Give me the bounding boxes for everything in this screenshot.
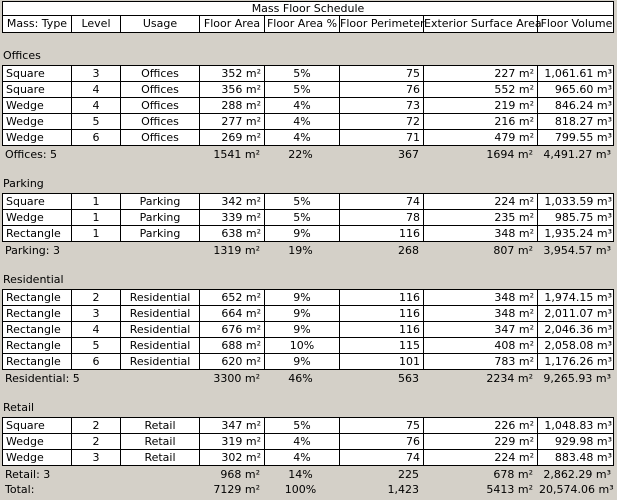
table-cell[interactable]: 75: [339, 66, 423, 81]
summary-cell: 46%: [288, 372, 313, 385]
table-cell[interactable]: 9%: [264, 354, 339, 369]
table-cell[interactable]: 342 m²: [199, 194, 264, 209]
summary-cell: 1694 m²: [486, 148, 533, 161]
group-summary-row: [2, 371, 614, 386]
table-cell[interactable]: 5%: [264, 210, 339, 225]
summary-cell: 563: [398, 372, 419, 385]
summary-cell: 268: [398, 244, 419, 257]
table-row[interactable]: [3, 353, 613, 369]
summary-cell: 2234 m²: [486, 372, 533, 385]
group-table: [2, 65, 614, 146]
table-cell[interactable]: 846.24 m³: [537, 98, 615, 113]
table-row[interactable]: [3, 337, 613, 353]
table-cell[interactable]: 9%: [264, 306, 339, 321]
summary-cell: [119, 243, 198, 258]
column-header-mass-type[interactable]: Mass: Type: [6, 17, 68, 30]
table-cell[interactable]: 1: [71, 210, 120, 225]
table-cell[interactable]: 4%: [264, 98, 339, 113]
table-cell[interactable]: 620 m²: [199, 354, 264, 369]
table-cell[interactable]: 235 m²: [423, 210, 537, 225]
table-cell[interactable]: Square: [6, 195, 45, 208]
column-header-floor-area-percent[interactable]: Floor Area %: [264, 16, 339, 32]
table-cell[interactable]: 269 m²: [199, 130, 264, 145]
table-cell[interactable]: 3: [71, 306, 120, 321]
summary-cell: 1541 m²: [213, 148, 260, 161]
group-summary-row: [2, 243, 614, 258]
table-cell[interactable]: 9%: [264, 322, 339, 337]
table-cell[interactable]: 3: [71, 450, 120, 465]
table-cell[interactable]: Rectangle: [6, 227, 61, 240]
table-cell[interactable]: 4%: [264, 130, 339, 145]
total-row: [2, 482, 614, 497]
table-cell[interactable]: 1,176.26 m³: [537, 354, 615, 369]
table-cell[interactable]: 339 m²: [199, 210, 264, 225]
table-cell[interactable]: 229 m²: [423, 434, 537, 449]
table-cell[interactable]: 5%: [264, 194, 339, 209]
table-cell[interactable]: 652 m²: [199, 290, 264, 305]
table-cell[interactable]: Parking: [120, 226, 199, 241]
group-header: Retail: [3, 401, 35, 414]
summary-cell: [70, 147, 119, 162]
table-cell[interactable]: 1,033.59 m³: [537, 194, 615, 209]
table-cell[interactable]: 73: [339, 98, 423, 113]
table-cell[interactable]: 4: [71, 82, 120, 97]
table-cell[interactable]: Residential: [120, 290, 199, 305]
table-cell[interactable]: 72: [339, 114, 423, 129]
table-cell[interactable]: 2,046.36 m³: [537, 322, 615, 337]
table-cell[interactable]: Parking: [120, 194, 199, 209]
table-cell[interactable]: 75: [339, 418, 423, 433]
summary-cell: 367: [398, 148, 419, 161]
table-cell[interactable]: 676 m²: [199, 322, 264, 337]
table-cell[interactable]: 116: [339, 290, 423, 305]
table-row[interactable]: [3, 97, 613, 113]
table-cell[interactable]: 1,935.24 m³: [537, 226, 615, 241]
group-header: Offices: [3, 49, 41, 62]
table-cell[interactable]: Wedge: [6, 99, 44, 112]
table-cell[interactable]: Retail: [120, 434, 199, 449]
summary-cell: 14%: [288, 468, 313, 481]
table-cell[interactable]: Parking: [120, 210, 199, 225]
table-cell[interactable]: Rectangle: [6, 323, 61, 336]
table-cell[interactable]: 9%: [264, 290, 339, 305]
summary-cell: 1319 m²: [213, 244, 260, 257]
total-cell: [119, 482, 198, 497]
table-cell[interactable]: 356 m²: [199, 82, 264, 97]
table-cell[interactable]: Wedge: [6, 435, 44, 448]
table-cell[interactable]: 226 m²: [423, 418, 537, 433]
table-row[interactable]: [3, 66, 613, 81]
table-cell[interactable]: 479 m²: [423, 130, 537, 145]
summary-cell: [119, 147, 198, 162]
table-cell[interactable]: 302 m²: [199, 450, 264, 465]
table-cell[interactable]: Offices: [120, 98, 199, 113]
table-row[interactable]: [3, 290, 613, 305]
table-cell[interactable]: Square: [6, 67, 45, 80]
table-cell[interactable]: Wedge: [6, 451, 44, 464]
summary-cell: 678 m²: [493, 468, 533, 481]
group-table: [2, 289, 614, 370]
table-cell[interactable]: 5: [71, 114, 120, 129]
column-header-row: [2, 15, 614, 33]
table-row[interactable]: [3, 113, 613, 129]
summary-cell: [70, 371, 119, 386]
table-cell[interactable]: 227 m²: [423, 66, 537, 81]
summary-cell: 2,862.29 m³: [543, 468, 611, 481]
table-cell[interactable]: Offices: [120, 114, 199, 129]
table-cell[interactable]: 1,061.61 m³: [537, 66, 615, 81]
table-cell[interactable]: 883.48 m³: [537, 450, 615, 465]
table-cell[interactable]: Residential: [120, 306, 199, 321]
table-cell[interactable]: Square: [6, 419, 45, 432]
table-cell[interactable]: 688 m²: [199, 338, 264, 353]
table-cell[interactable]: Retail: [120, 418, 199, 433]
table-cell[interactable]: 10%: [264, 338, 339, 353]
table-cell[interactable]: Wedge: [6, 115, 44, 128]
table-cell[interactable]: 348 m²: [423, 290, 537, 305]
table-cell[interactable]: 224 m²: [423, 194, 537, 209]
table-cell[interactable]: 5%: [264, 82, 339, 97]
table-cell[interactable]: Rectangle: [6, 355, 61, 368]
summary-cell: 3300 m²: [213, 372, 260, 385]
table-cell[interactable]: Wedge: [6, 131, 44, 144]
table-cell[interactable]: 408 m²: [423, 338, 537, 353]
table-cell[interactable]: Retail: [120, 450, 199, 465]
total-cell: 5413 m²: [486, 483, 533, 496]
table-cell[interactable]: 348 m²: [423, 226, 537, 241]
table-cell[interactable]: 552 m²: [423, 82, 537, 97]
table-cell[interactable]: Wedge: [6, 211, 44, 224]
table-cell[interactable]: 2: [71, 418, 120, 433]
group-summary-row: [2, 467, 614, 482]
table-cell[interactable]: 1: [71, 226, 120, 241]
column-header-floor-area[interactable]: Floor Area: [199, 16, 264, 32]
table-cell[interactable]: 219 m²: [423, 98, 537, 113]
column-header-usage[interactable]: Usage: [120, 16, 199, 32]
column-header-floor-perimeter[interactable]: Floor Perimeter: [340, 17, 425, 30]
table-row[interactable]: [3, 305, 613, 321]
table-cell[interactable]: Rectangle: [6, 291, 61, 304]
table-row[interactable]: [3, 209, 613, 225]
summary-cell: Parking: 3: [5, 244, 60, 257]
table-cell[interactable]: 2: [71, 434, 120, 449]
summary-cell: 225: [398, 468, 419, 481]
table-cell[interactable]: 116: [339, 322, 423, 337]
table-cell[interactable]: Rectangle: [6, 339, 61, 352]
table-cell[interactable]: 965.60 m³: [537, 82, 615, 97]
summary-cell: 19%: [288, 244, 313, 257]
table-cell[interactable]: 1: [71, 194, 120, 209]
total-cell: 100%: [284, 483, 317, 496]
table-cell[interactable]: 4%: [264, 114, 339, 129]
summary-cell: [70, 467, 119, 482]
summary-cell: [70, 243, 119, 258]
table-cell[interactable]: 348 m²: [423, 306, 537, 321]
table-cell[interactable]: 2,011.07 m³: [537, 306, 615, 321]
table-cell[interactable]: 2,058.08 m³: [537, 338, 615, 353]
table-cell[interactable]: 5%: [264, 418, 339, 433]
summary-cell: 9,265.93 m³: [543, 372, 611, 385]
summary-cell: 3,954.57 m³: [543, 244, 611, 257]
table-row[interactable]: [3, 433, 613, 449]
table-cell[interactable]: Square: [6, 83, 45, 96]
summary-cell: Offices: 5: [5, 148, 58, 161]
summary-cell: Retail: 3: [5, 468, 51, 481]
summary-cell: 4,491.27 m³: [543, 148, 611, 161]
table-cell[interactable]: 101: [339, 354, 423, 369]
table-cell[interactable]: 74: [339, 450, 423, 465]
table-cell[interactable]: 319 m²: [199, 434, 264, 449]
table-cell[interactable]: 1,048.83 m³: [537, 418, 615, 433]
table-cell[interactable]: Residential: [120, 354, 199, 369]
table-cell[interactable]: 5%: [264, 66, 339, 81]
table-cell[interactable]: 216 m²: [423, 114, 537, 129]
summary-cell: 968 m²: [220, 468, 260, 481]
table-cell[interactable]: Rectangle: [6, 307, 61, 320]
table-cell[interactable]: Residential: [120, 322, 199, 337]
group-table: [2, 193, 614, 242]
table-cell[interactable]: 638 m²: [199, 226, 264, 241]
table-cell[interactable]: 224 m²: [423, 450, 537, 465]
table-cell[interactable]: 799.55 m³: [537, 130, 615, 145]
table-cell[interactable]: Offices: [120, 66, 199, 81]
table-cell[interactable]: 347 m²: [423, 322, 537, 337]
table-cell[interactable]: 116: [339, 306, 423, 321]
summary-cell: 807 m²: [493, 244, 533, 257]
table-cell[interactable]: 3: [71, 66, 120, 81]
table-cell[interactable]: 664 m²: [199, 306, 264, 321]
table-cell[interactable]: 5: [71, 338, 120, 353]
table-cell[interactable]: 116: [339, 226, 423, 241]
table-cell[interactable]: Offices: [120, 130, 199, 145]
table-row[interactable]: [3, 418, 613, 433]
table-cell[interactable]: 2: [71, 290, 120, 305]
total-cell: Total:: [5, 483, 35, 496]
total-cell: 7129 m²: [213, 483, 260, 496]
table-cell[interactable]: 4%: [264, 434, 339, 449]
table-cell[interactable]: 277 m²: [199, 114, 264, 129]
table-cell[interactable]: 4: [71, 322, 120, 337]
total-cell: 1,423: [387, 483, 419, 496]
table-cell[interactable]: 4: [71, 98, 120, 113]
group-summary-row: [2, 147, 614, 162]
group-header: Residential: [3, 273, 64, 286]
summary-cell: [119, 371, 198, 386]
table-cell[interactable]: 9%: [264, 226, 339, 241]
total-cell: 20,574.06 m³: [539, 483, 614, 496]
summary-cell: 22%: [288, 148, 313, 161]
group-header: Parking: [3, 177, 44, 190]
table-cell[interactable]: 6: [71, 354, 120, 369]
summary-cell: Residential: 5: [5, 372, 80, 385]
table-cell[interactable]: 4%: [264, 450, 339, 465]
table-row[interactable]: [3, 129, 613, 145]
table-cell[interactable]: 76: [339, 434, 423, 449]
table-row[interactable]: [3, 321, 613, 337]
table-cell[interactable]: 71: [339, 130, 423, 145]
table-cell[interactable]: 288 m²: [199, 98, 264, 113]
table-cell[interactable]: 6: [71, 130, 120, 145]
column-header-exterior-surface-area[interactable]: Exterior Surface Area: [424, 17, 542, 30]
table-cell[interactable]: 985.75 m³: [537, 210, 615, 225]
table-cell[interactable]: Residential: [120, 338, 199, 353]
table-cell[interactable]: 76: [339, 82, 423, 97]
table-cell[interactable]: 1,974.15 m³: [537, 290, 615, 305]
table-cell[interactable]: 929.98 m³: [537, 434, 615, 449]
table-cell[interactable]: Offices: [120, 82, 199, 97]
table-cell[interactable]: 352 m²: [199, 66, 264, 81]
table-cell[interactable]: 783 m²: [423, 354, 537, 369]
table-row[interactable]: [3, 225, 613, 241]
column-header-floor-volume[interactable]: Floor Volume: [537, 16, 615, 32]
table-cell[interactable]: 78: [339, 210, 423, 225]
table-cell[interactable]: 74: [339, 194, 423, 209]
table-row[interactable]: [3, 81, 613, 97]
column-header-level[interactable]: Level: [71, 16, 120, 32]
total-cell: [70, 482, 119, 497]
table-row[interactable]: [3, 194, 613, 209]
table-cell[interactable]: 347 m²: [199, 418, 264, 433]
schedule-title: Mass Floor Schedule: [2, 1, 614, 16]
table-cell[interactable]: 115: [339, 338, 423, 353]
group-table: [2, 417, 614, 466]
table-cell[interactable]: 818.27 m³: [537, 114, 615, 129]
table-row[interactable]: [3, 449, 613, 465]
summary-cell: [119, 467, 198, 482]
